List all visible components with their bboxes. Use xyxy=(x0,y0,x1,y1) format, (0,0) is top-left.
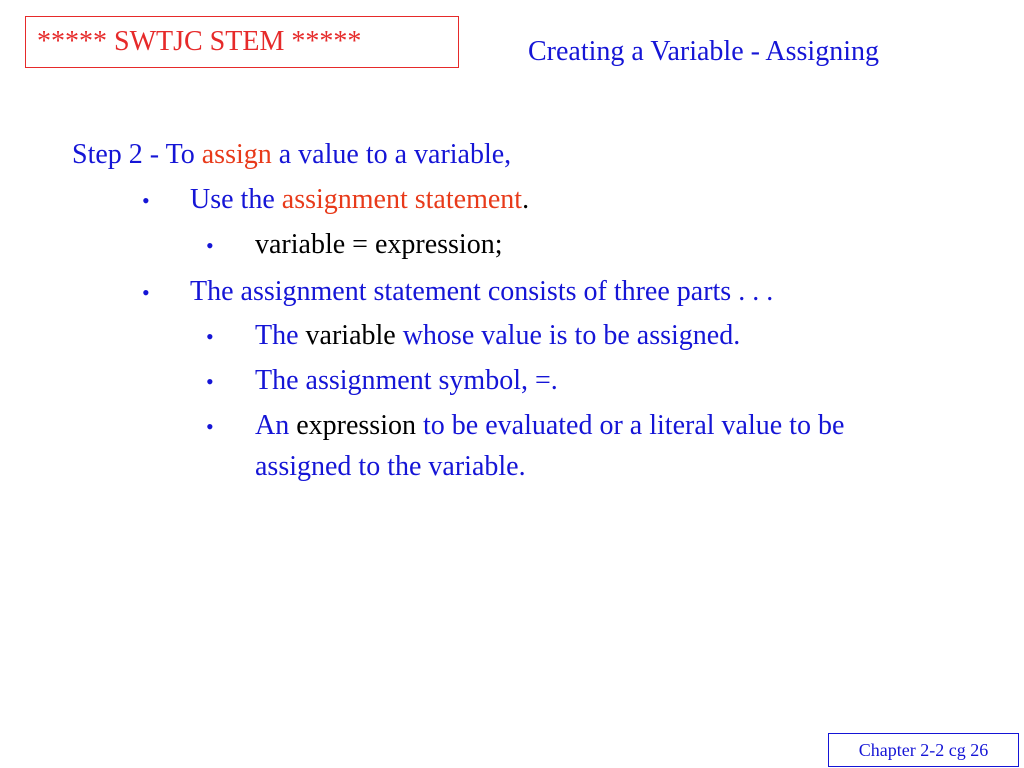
bullet-1-sub: variable = expression; xyxy=(255,229,503,260)
step-suffix: a value to a variable, xyxy=(271,139,512,170)
bullet-marker: • xyxy=(206,324,214,349)
part-2: The assignment symbol, =. xyxy=(255,365,558,396)
part-1 xyxy=(255,320,740,352)
bullet-marker: • xyxy=(206,233,214,258)
bullet-marker: • xyxy=(142,188,150,213)
bullet-marker: • xyxy=(206,369,214,394)
part-3-a: An xyxy=(255,410,297,441)
part-3-cont: assigned to the variable. xyxy=(255,451,526,482)
part-1-a: The xyxy=(255,320,306,351)
bullet-1-prefix: Use the xyxy=(190,184,282,215)
part-1-c: whose value is to be assigned. xyxy=(395,320,741,351)
step-line xyxy=(72,139,511,171)
part-3 xyxy=(255,410,844,442)
bullet-marker: • xyxy=(206,414,214,439)
part-3-b: expression xyxy=(296,410,416,441)
part-3-c: to be evaluated or a literal value to be xyxy=(416,410,845,441)
bullet-2: The assignment statement consists of three parts . . . xyxy=(190,276,774,307)
footer-page-label: Chapter 2-2 cg 26 xyxy=(828,733,1019,767)
bullet-marker: • xyxy=(142,280,150,305)
slide-title: Creating a Variable - Assigning xyxy=(528,36,879,67)
bullet-1-highlight: assignment statement xyxy=(281,184,523,215)
part-1-b: variable xyxy=(305,320,396,351)
step-prefix: Step 2 - To xyxy=(72,139,202,170)
header-banner: ***** SWTJC STEM ***** xyxy=(25,16,459,68)
bullet-1 xyxy=(190,184,529,216)
step-highlight: assign xyxy=(201,139,272,170)
bullet-1-suffix: . xyxy=(522,184,530,215)
